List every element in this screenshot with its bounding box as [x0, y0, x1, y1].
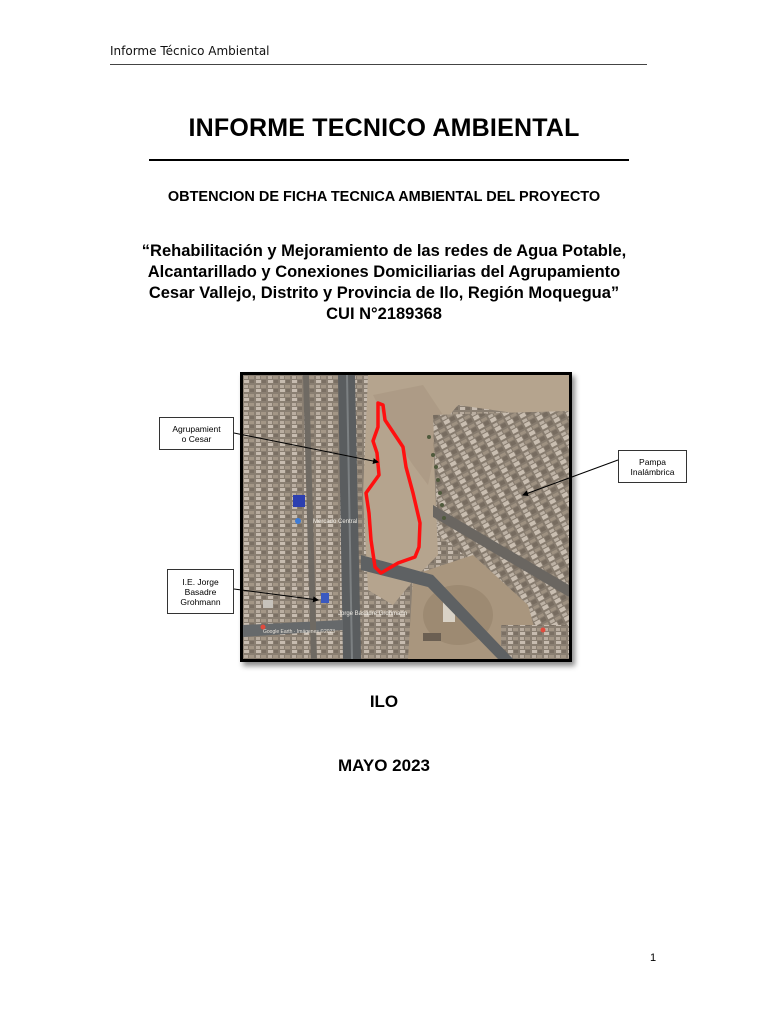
project-line: “Rehabilitación y Mejoramiento de las redes de Agua Potable, — [141, 242, 627, 260]
callout-line: Pampa — [639, 456, 666, 467]
callout-line: I.E. Jorge — [182, 576, 219, 587]
document-subtitle: OBTENCION DE FICHA TECNICA AMBIENTAL DEL PROYECTO — [167, 189, 601, 205]
document-date: MAYO 2023 — [338, 756, 430, 775]
page-number: 1 — [650, 952, 657, 964]
callout-agrupamiento-cesar — [159, 417, 234, 450]
callout-line: o Cesar — [181, 433, 212, 444]
header-rule — [110, 64, 647, 65]
satellite-map-image — [240, 372, 572, 662]
document-title: INFORME TECNICO AMBIENTAL — [188, 114, 580, 142]
city-name: ILO — [369, 692, 399, 711]
callout-ie-jorge-basadre — [167, 569, 234, 614]
svg-text:Jorge Basadre Grohmann: Jorge Basadre Grohmann — [338, 611, 408, 617]
callout-line: Agrupamient — [172, 423, 221, 434]
svg-text:Google Earth · Imágenes ©2023: Google Earth · Imágenes ©2023 — [263, 629, 336, 635]
callout-line: Grohmann — [180, 596, 221, 607]
callout-line: Basadre — [184, 586, 217, 597]
project-line: Alcantarillado y Conexiones Domiciliarias del Agrupamiento — [147, 263, 621, 281]
running-header: Informe Técnico Ambiental — [110, 44, 270, 58]
project-cui: CUI N°2189368 — [326, 305, 442, 323]
project-name — [100, 241, 668, 325]
svg-text:Mercado Central: Mercado Central — [313, 519, 358, 525]
callout-line: Inalámbrica — [630, 466, 675, 477]
project-line: Cesar Vallejo, Distrito y Provincia de Ilo, Región Moquegua” — [148, 284, 620, 302]
satellite-map-graphic — [243, 375, 569, 659]
title-underline — [149, 159, 629, 161]
callout-pampa-inalambrica — [618, 450, 687, 483]
